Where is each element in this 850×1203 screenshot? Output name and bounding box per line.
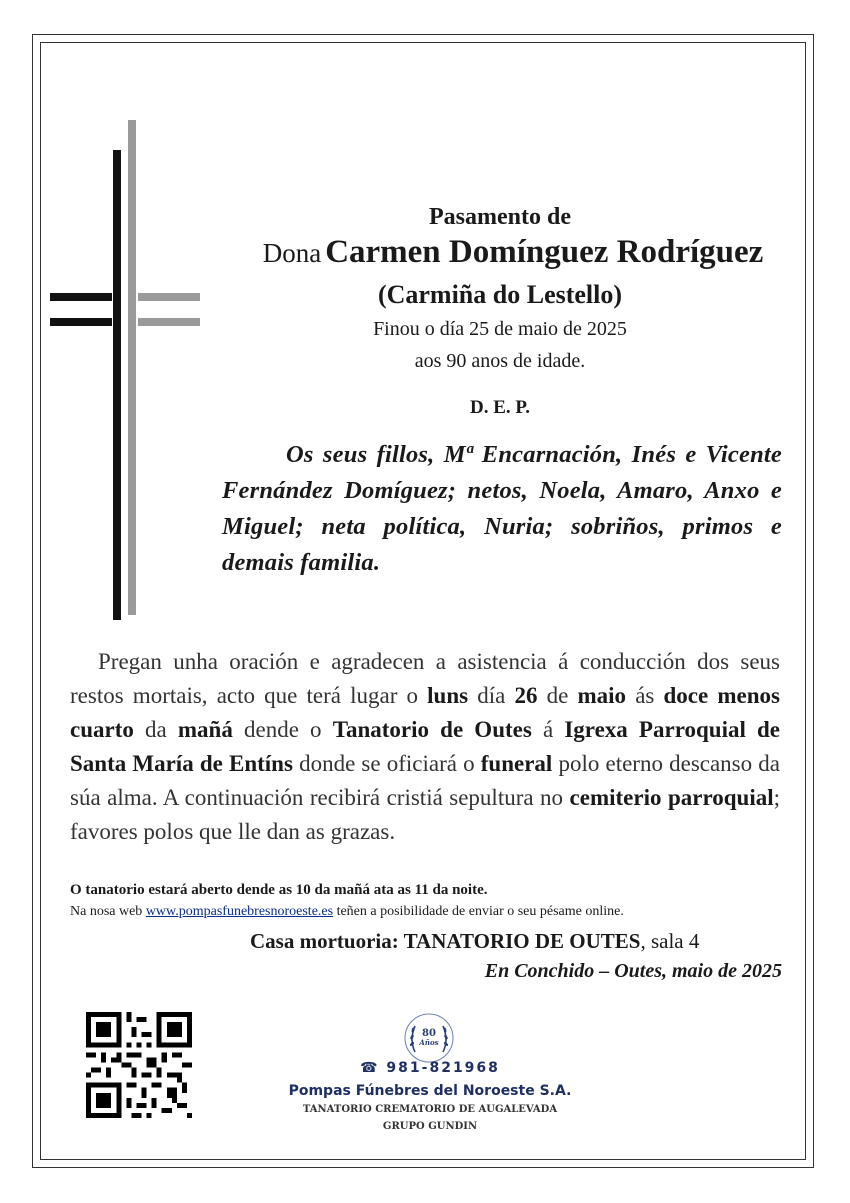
- death-date: Finou o día 25 de maio de 2025: [373, 318, 627, 340]
- company-name: Pompas Fúnebres del Noroeste S.A.: [288, 1083, 572, 1099]
- nickname: (Carmiña do Lestello): [377, 280, 623, 309]
- website-link[interactable]: www.pompasfunebresnoroeste.es: [145, 904, 334, 919]
- deceased-name: [218, 234, 808, 271]
- name-prefix: Dona: [262, 238, 322, 268]
- casa-mortuoria: [250, 929, 790, 954]
- name-full: Carmen Domínguez Rodríguez: [325, 234, 764, 270]
- family-list: Os seus fillos, Mª Encarnación, Inés e Vicente Fernández Domíguez; netos, Noela, Amaro, Anxo e Miguel; neta política, Nuria; sobriños, primos e demais familia.: [222, 441, 782, 576]
- phone-number: 981-821968: [386, 1060, 500, 1076]
- sala-label: , sala 4: [640, 929, 700, 953]
- heading-pasamento: Pasamento de: [429, 204, 571, 230]
- phone-icon: ☎: [360, 1060, 380, 1076]
- age-line: aos 90 anos de idade.: [414, 350, 586, 372]
- opening-hours: O tanatorio estará aberto dende as 10 da mañá ata as 11 da noite.: [70, 882, 488, 898]
- web-note: Na nosa web www.pompasfunebresnoroeste.es teñen a posibilidade de enviar o seu pésame online.: [70, 904, 624, 919]
- qr-code[interactable]: [86, 1012, 192, 1118]
- ceremony-paragraph: Pregan unha oración e agradecen a asistencia á conducción dos seus restos mortais, acto que terá lugar o luns día 26 de maio ás doce menos cuarto da mañá dende o Tanatorio de Outes á Igrexa Parroquial de Santa María de Entíns donde se oficiará o funeral polo eterno descanso da súa alma. A continuación recibirá cristiá sepultura no cemiterio parroquial; favores polos que lle dan as grazas.: [70, 649, 781, 844]
- casa-label: Casa mortuoria: TANATORIO DE OUTES: [250, 929, 641, 953]
- anniversary-laurel-icon: [403, 1012, 455, 1064]
- logo-anos: Años: [419, 1038, 439, 1047]
- cross-icon: [48, 120, 208, 625]
- place-date: En Conchido – Outes, maio de 2025: [484, 960, 782, 982]
- dep-label: D. E. P.: [469, 397, 530, 418]
- company-group: GRUPO GUNDIN: [382, 1121, 478, 1132]
- company-subtitle: TANATORIO CREMATORIO DE AUGALEVADA: [302, 1104, 558, 1115]
- phone-line: [330, 1060, 530, 1076]
- logo-number: 80: [422, 1028, 436, 1039]
